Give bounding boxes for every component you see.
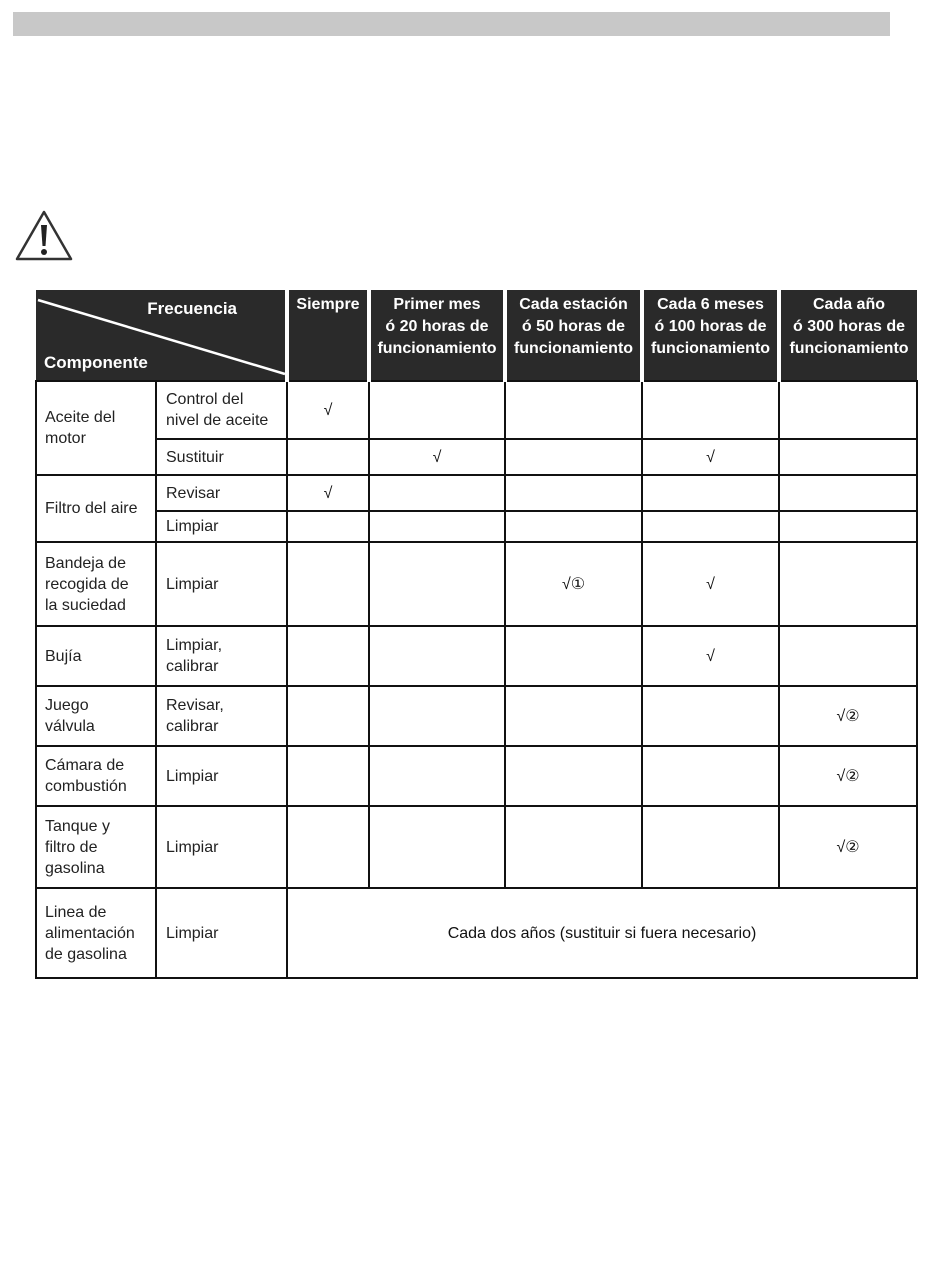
header-cada-ano: Cada año ó 300 horas de funcionamiento — [779, 290, 917, 381]
check-mark: √ — [287, 475, 369, 511]
header-siempre: Siempre — [287, 290, 369, 381]
check-mark: √ — [642, 439, 779, 475]
top-header-bar — [13, 12, 890, 36]
table-row — [36, 542, 917, 626]
header-cada-6-meses: Cada 6 meses ó 100 horas de funcionamiento — [642, 290, 779, 381]
action-limpiar: Limpiar — [156, 746, 287, 806]
action-sustituir: Sustituir — [156, 439, 287, 475]
action-limpiar-calibrar: Limpiar, calibrar — [156, 626, 287, 686]
component-aceite-motor: Aceite del motor — [36, 381, 156, 475]
check-mark: √ — [287, 381, 369, 439]
maintenance-schedule-table — [35, 290, 918, 979]
table-row — [36, 746, 917, 806]
corner-frequency-label: Frecuencia — [147, 299, 237, 318]
header-cada-estacion: Cada estación ó 50 horas de funcionamiento — [505, 290, 642, 381]
table-row — [36, 806, 917, 888]
check-mark: √ — [642, 542, 779, 626]
header-corner — [36, 290, 287, 381]
corner-component-label: Componente — [44, 353, 148, 372]
component-filtro-aire: Filtro del aire — [36, 475, 156, 542]
action-limpiar: Limpiar — [156, 511, 287, 542]
table-row — [36, 888, 917, 978]
warning-icon — [14, 209, 74, 263]
action-limpiar: Limpiar — [156, 542, 287, 626]
check-mark-note-1: √① — [505, 542, 642, 626]
action-limpiar: Limpiar — [156, 806, 287, 888]
linea-note: Cada dos años (sustituir si fuera necesario) — [287, 888, 917, 978]
check-mark: √ — [369, 439, 505, 475]
header-row — [36, 290, 917, 381]
check-mark: √ — [642, 626, 779, 686]
action-limpiar: Limpiar — [156, 888, 287, 978]
header-primer-mes: Primer mes ó 20 horas de funcionamiento — [369, 290, 505, 381]
check-mark-note-2: √② — [779, 806, 917, 888]
component-bujia: Bujía — [36, 626, 156, 686]
table-row — [36, 626, 917, 686]
component-linea-alimentacion: Linea de alimentación de gasolina — [36, 888, 156, 978]
table-row — [36, 686, 917, 746]
check-mark-note-2: √② — [779, 746, 917, 806]
check-mark-note-2: √② — [779, 686, 917, 746]
table-row — [36, 439, 917, 475]
table-row — [36, 511, 917, 542]
component-tanque-filtro: Tanque y filtro de gasolina — [36, 806, 156, 888]
table-row — [36, 381, 917, 439]
action-revisar: Revisar — [156, 475, 287, 511]
table-row — [36, 475, 917, 511]
action-control-nivel: Control del nivel de aceite — [156, 381, 287, 439]
component-bandeja: Bandeja de recogida de la suciedad — [36, 542, 156, 626]
component-juego-valvula: Juego válvula — [36, 686, 156, 746]
component-camara-combustion: Cámara de combustión — [36, 746, 156, 806]
action-revisar-calibrar: Revisar, calibrar — [156, 686, 287, 746]
